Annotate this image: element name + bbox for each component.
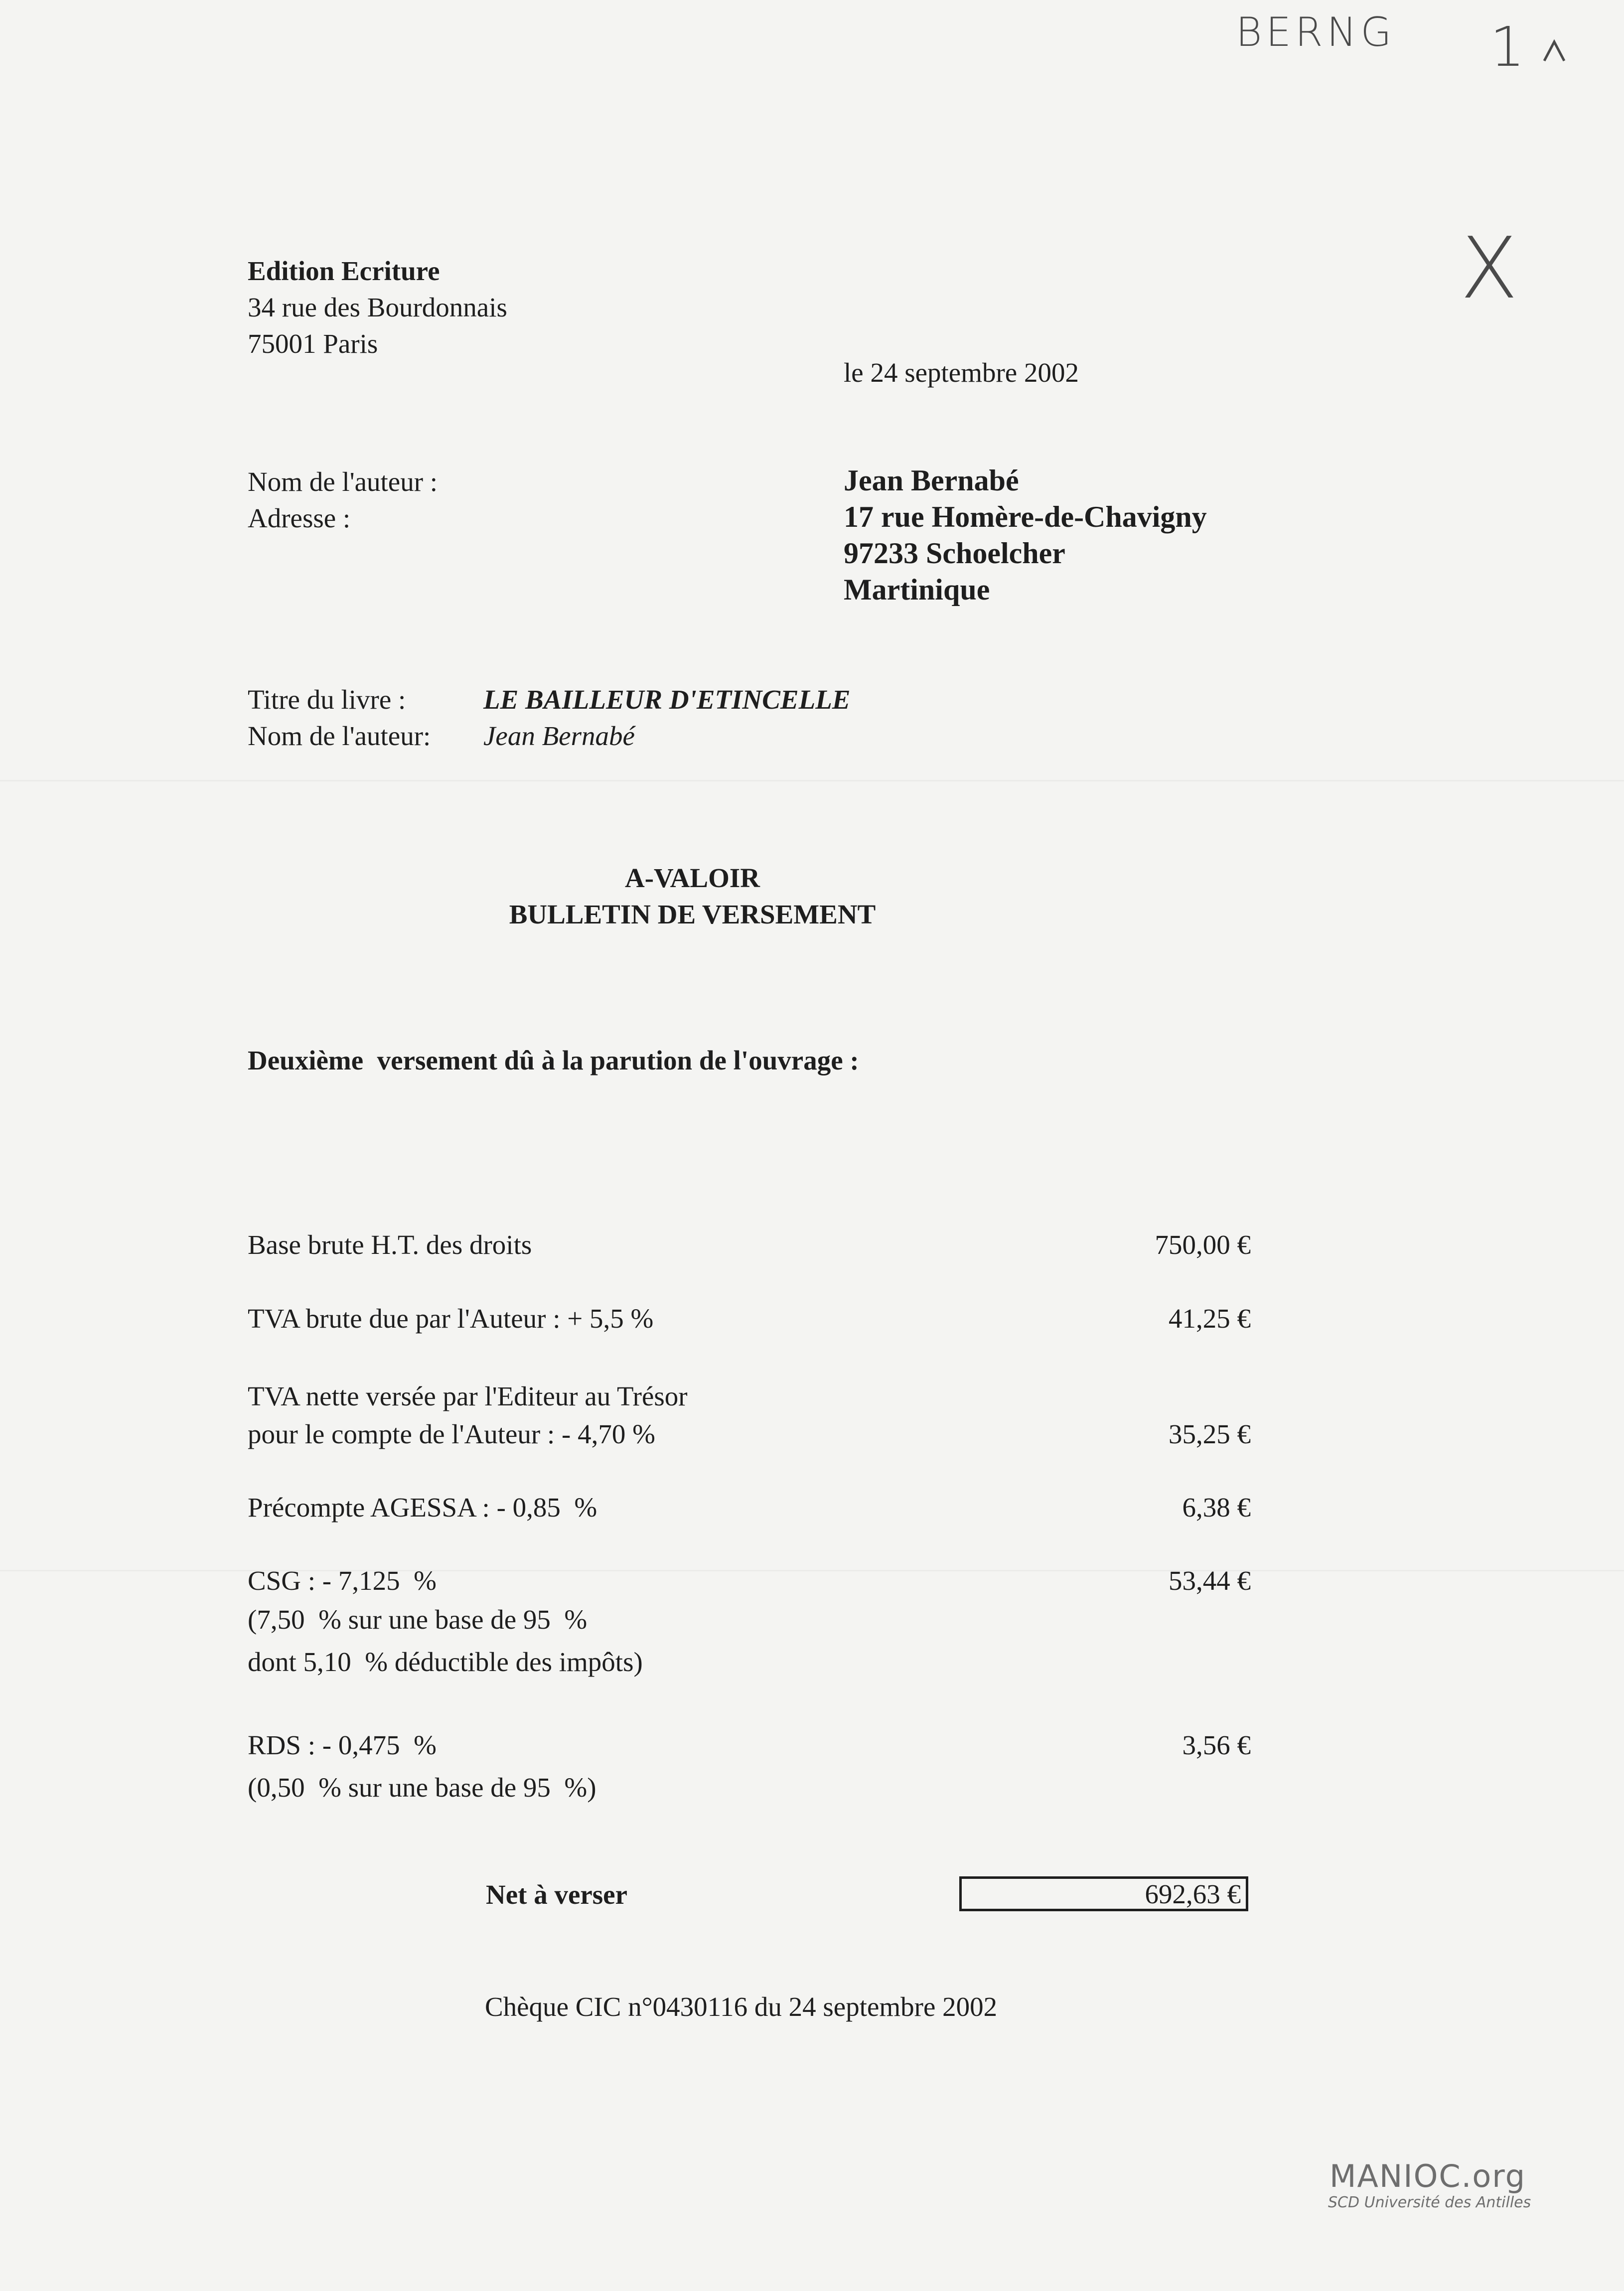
sender-name: Edition Ecriture [248,256,440,286]
line-item-label: (7,50 % sur une base de 95 % [248,1604,588,1635]
line-item-label: Précompte AGESSA : - 0,85 % [248,1492,597,1523]
sender-street: 34 rue des Bourdonnais [248,292,507,322]
line-item-label: CSG : - 7,125 % [248,1565,437,1596]
author-address-line1: 17 rue Homère-de-Chavigny [844,500,1207,533]
heading-avaloir: A-VALOIR [625,863,760,893]
line-item-label: Base brute H.T. des droits [248,1229,532,1260]
book-author: Jean Bernabé [483,721,635,751]
heading-bulletin: BULLETIN DE VERSEMENT [509,899,876,929]
line-item-label: TVA nette versée par l'Editeur au Trésor [248,1381,688,1411]
manioc-logo: MANIOC.org [1329,2158,1526,2194]
net-amount-box: 692,63 € [959,1876,1248,1911]
caret-mark-icon [1542,39,1567,66]
author-address-label: Adresse : [248,503,351,533]
cheque-reference: Chèque CIC n°0430116 du 24 septembre 2002 [485,1991,998,2022]
sender-city: 75001 Paris [248,328,378,359]
letter-date: le 24 septembre 2002 [844,357,1079,388]
author-name: Jean Bernabé [844,464,1019,497]
net-label: Net à verser [486,1879,627,1910]
manioc-subtitle: SCD Université des Antilles [1328,2194,1531,2211]
line-item-amount: 53,44 € [1169,1565,1251,1596]
author-address-line3: Martinique [844,573,990,606]
handwritten-code: BERNG [1236,9,1396,55]
line-item-label: dont 5,10 % déductible des impôts) [248,1647,643,1677]
paper-fold [0,780,1624,781]
line-item-label: RDS : - 0,475 % [248,1730,437,1760]
book-author-label: Nom de l'auteur: [248,721,431,751]
line-item-label: TVA brute due par l'Auteur : + 5,5 % [248,1303,654,1334]
line-item-label: (0,50 % sur une base de 95 %) [248,1772,596,1803]
book-title: LE BAILLEUR D'ETINCELLE [483,684,851,715]
line-item-label: pour le compte de l'Auteur : - 4,70 % [248,1419,655,1449]
line-item-amount: 35,25 € [1169,1419,1251,1449]
payment-subheading: Deuxième versement dû à la parution de l'ouvrage : [248,1045,859,1075]
author-name-label: Nom de l'auteur : [248,466,438,497]
handwritten-number: 1 [1490,15,1525,79]
book-title-label: Titre du livre : [248,684,406,715]
line-item-amount: 750,00 € [1155,1229,1251,1260]
line-item-amount: 41,25 € [1169,1303,1251,1334]
line-item-amount: 3,56 € [1182,1730,1251,1760]
handwritten-check-mark: X [1460,219,1518,318]
paper-fold [0,1570,1624,1571]
line-item-amount: 6,38 € [1182,1492,1251,1523]
author-address-line2: 97233 Schoelcher [844,537,1065,570]
